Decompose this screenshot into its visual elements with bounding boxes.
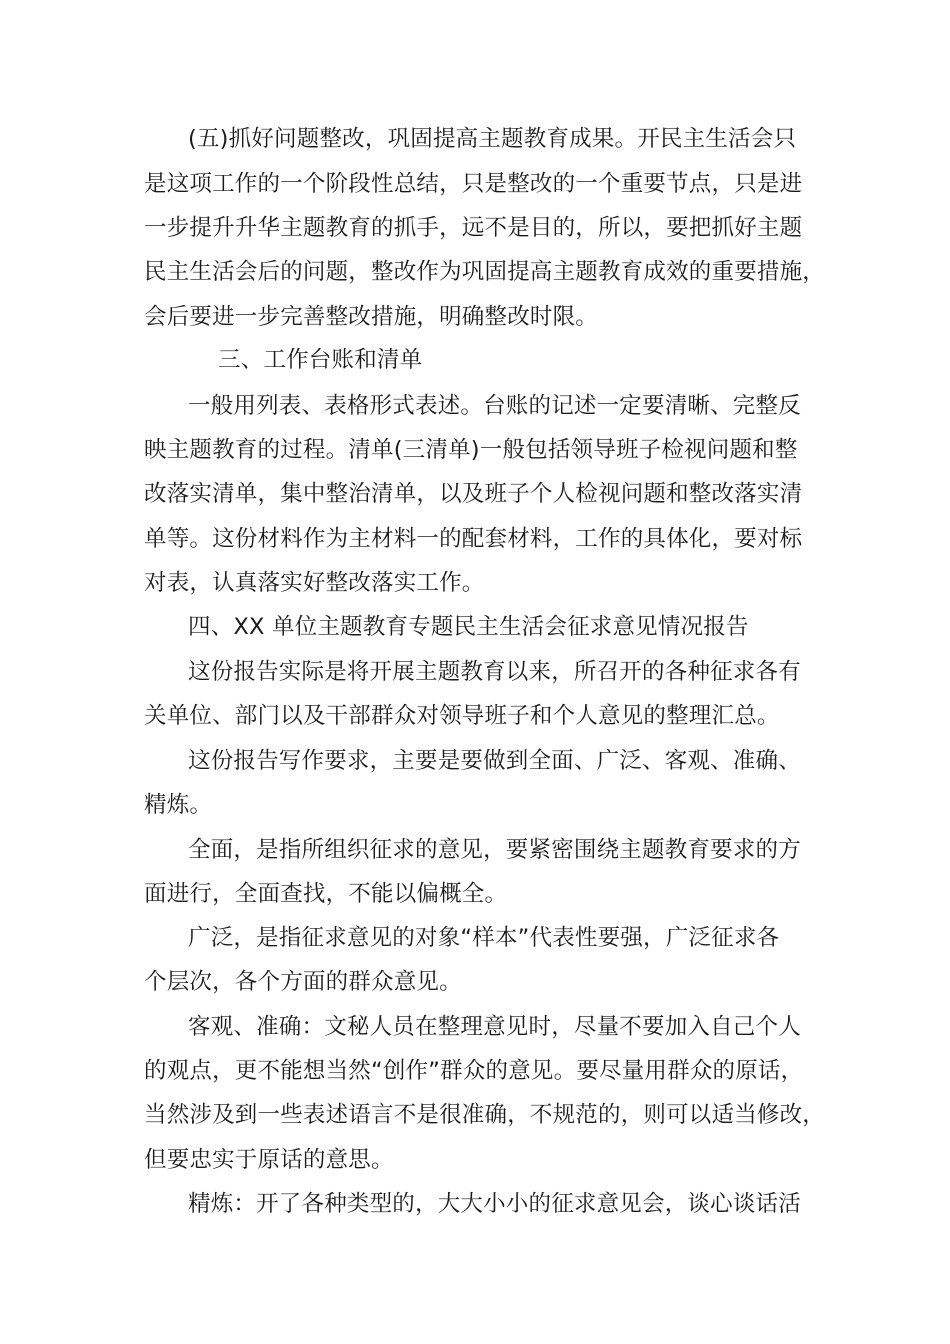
- text-line: 面进行，全面查找，不能以偏概全。: [144, 881, 508, 907]
- text-line: 民主生活会后的问题，整改作为巩固提高主题教育成效的重要措施，: [144, 259, 826, 285]
- text-line: 一步提升升华主题教育的抓手，远不是目的，所以，要把抓好主题: [144, 215, 803, 241]
- text-line: 这份报告实际是将开展主题教育以来，所召开的各种征求各有: [188, 659, 801, 685]
- text-line: 但要忠实于原话的意思。: [144, 1147, 394, 1173]
- text-line: 映主题教育的过程。清单(三清单)一般包括领导班子检视问题和整: [144, 437, 798, 463]
- text-line: 改落实清单，集中整治清单，以及班子个人检视问题和整改落实清: [144, 481, 803, 507]
- text-line: 的观点，更不能想当然“创作”群众的意见。要尽量用群众的原话，: [144, 1058, 804, 1084]
- text-line: 单等。这份材料作为主材料一的配套材料，工作的具体化，要对标: [144, 526, 803, 552]
- text-line: 个层次，各个方面的群众意见。: [144, 969, 462, 995]
- text-line: 会后要进一步完善整改措施，明确整改时限。: [144, 304, 599, 330]
- text-line: 精炼。: [144, 792, 213, 818]
- text-line: 精炼：开了各种类型的，大大小小的征求意见会，谈心谈话活: [188, 1191, 801, 1217]
- text-line: 是这项工作的一个阶段性总结，只是整改的一个重要节点，只是进: [144, 171, 803, 197]
- text-line: 广泛，是指征求意见的对象“样本”代表性要强，广泛征求各: [188, 925, 780, 951]
- text-line: 客观、准确：文秘人员在整理意见时，尽量不要加入自己个人: [188, 1014, 801, 1040]
- text-line: 一般用列表、表格形式表述。台账的记述一定要清晰、完整反: [188, 393, 801, 419]
- section-heading: 三、工作台账和清单: [218, 347, 423, 373]
- text-line: 对表，认真落实好整改落实工作。: [144, 570, 485, 596]
- text-line: 全面，是指所组织征求的意见，要紧密围绕主题教育要求的方: [188, 837, 801, 863]
- section-heading: 四、XX 单位主题教育专题民主生活会征求意见情况报告: [188, 614, 749, 640]
- text-line: (五)抓好问题整改，巩固提高主题教育成果。开民主生活会只: [188, 126, 797, 152]
- text-line: 关单位、部门以及干部群众对领导班子和个人意见的整理汇总。: [144, 703, 780, 729]
- text-line: 当然涉及到一些表述语言不是很准确，不规范的，则可以适当修改，: [144, 1102, 826, 1128]
- text-line: 这份报告写作要求，主要是要做到全面、广泛、客观、准确、: [188, 748, 801, 774]
